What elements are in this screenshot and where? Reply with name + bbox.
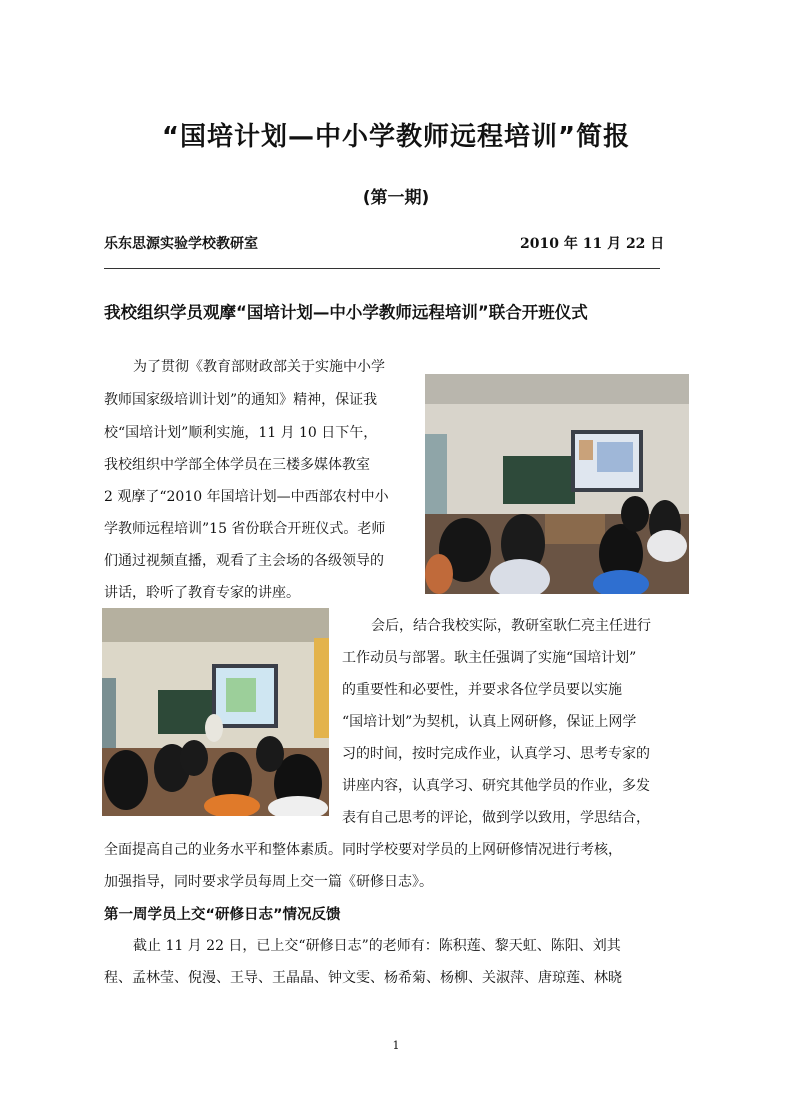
- page-number: 1: [392, 1039, 400, 1052]
- classroom-photo-projector-left: [102, 608, 329, 816]
- text-line: 程、孟林莹、倪漫、王导、王晶晶、钟文雯、杨希菊、杨柳、关淑萍、唐琼莲、林晓: [104, 970, 622, 986]
- article-headline: 我校组织学员观摩“国培计划—中小学教师远程培训”联合开班仪式: [104, 303, 588, 322]
- text-line: 2 观摩了“2010 年国培计划—中西部农村中小: [104, 489, 389, 505]
- text-line: 加强指导，同时要求学员每周上交一篇《研修日志》。: [104, 874, 433, 890]
- classroom-photo-projector-right: [425, 374, 689, 594]
- text-line: 讲话，聆听了教育专家的讲座。: [104, 585, 300, 601]
- issue-number: (第一期): [362, 188, 430, 208]
- header-divider: [104, 268, 660, 269]
- text-line: 习的时间，按时完成作业，认真学习、思考专家的: [342, 746, 650, 762]
- text-line: 教师国家级培训计划”的通知》精神，保证我: [104, 392, 378, 408]
- text-line: 们通过视频直播，观看了主会场的各级领导的: [104, 553, 384, 569]
- page-title: “国培计划—中小学教师远程培训”简报: [161, 122, 631, 152]
- text-line: 校“国培计划”顺利实施，11 月 10 日下午，: [104, 425, 378, 441]
- text-line: 学教师远程培训”15 省份联合开班仪式。老师: [104, 521, 386, 537]
- text-line: 会后，结合我校实际，教研室耿仁亮主任进行: [371, 618, 651, 634]
- department: 乐东思源实验学校教研室: [104, 236, 258, 252]
- text-line: “国培计划”为契机，认真上网研修，保证上网学: [342, 714, 637, 730]
- text-line: 为了贯彻《教育部财政部关于实施中小学: [133, 359, 385, 375]
- text-line: 的重要性和必要性，并要求各位学员要以实施: [342, 682, 622, 698]
- text-line: 全面提高自己的业务水平和整体素质。同时学校要对学员的上网研修情况进行考核，: [104, 842, 622, 858]
- text-line: 讲座内容，认真学习、研究其他学员的作业，多发: [342, 778, 650, 794]
- text-line: 表有自己思考的评论，做到学以致用，学思结合，: [342, 810, 650, 826]
- section-subheading: 第一周学员上交“研修日志”情况反馈: [104, 907, 341, 923]
- text-line: 我校组织中学部全体学员在三楼多媒体教室: [104, 457, 370, 473]
- text-line: 工作动员与部署。耿主任强调了实施“国培计划”: [342, 650, 637, 666]
- text-line: 截止 11 月 22 日，已上交“研修日志”的老师有：陈积莲、黎天虹、陈阳、刘其: [133, 938, 621, 954]
- publish-date: 2010 年 11 月 22 日: [520, 236, 665, 252]
